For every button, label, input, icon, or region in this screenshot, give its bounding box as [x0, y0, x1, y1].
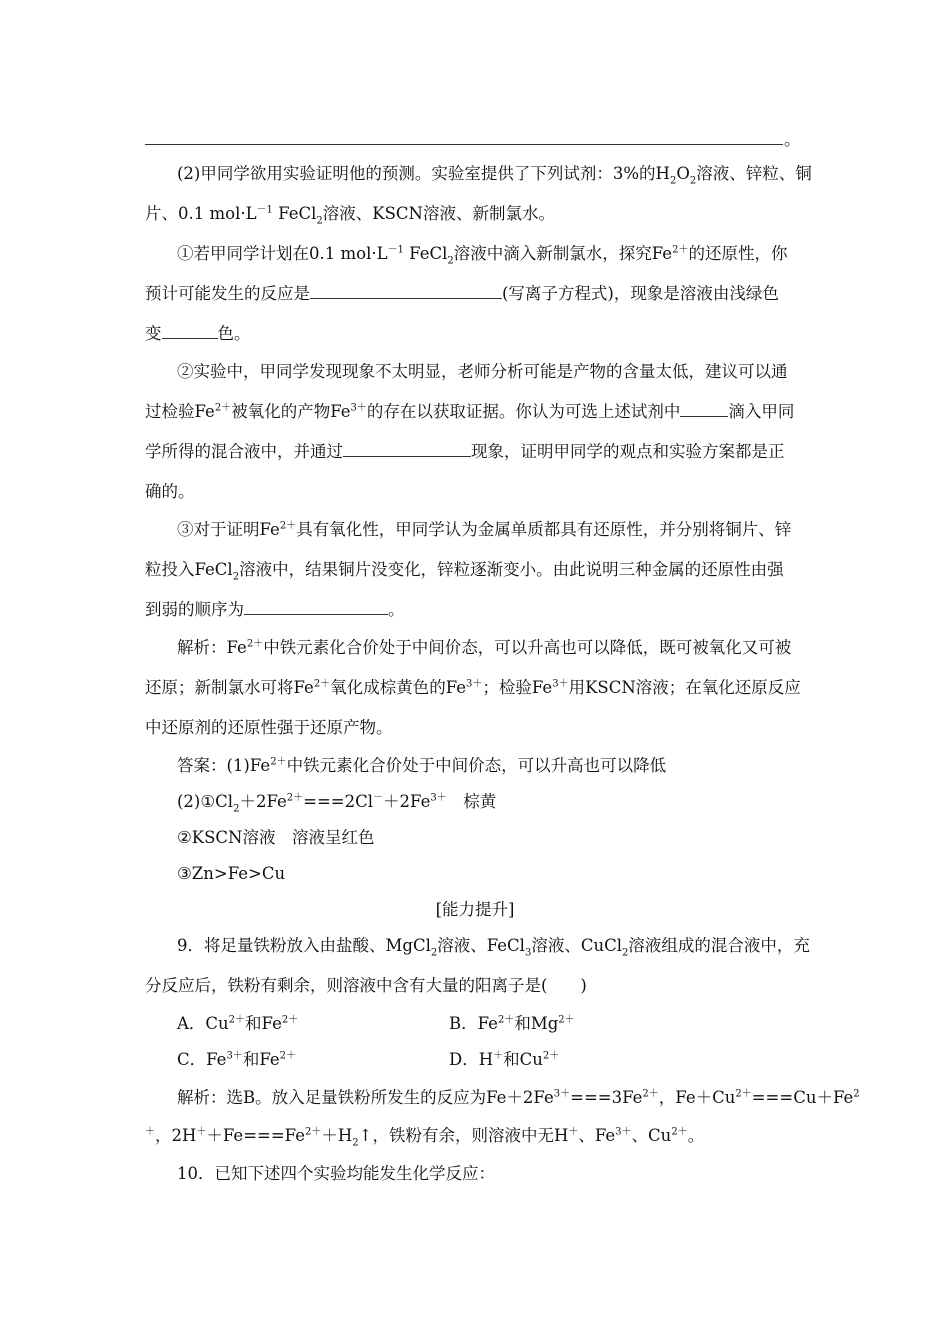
blank-color[interactable]: [162, 322, 218, 339]
q8-answer-line2: $(2)①Cl_2+2Fe^{2+}===2Cl^-+2Fe^{3+}$ 棕黄: [177, 792, 497, 815]
q9-option-a[interactable]: A．$Cu^{2+}$和$Fe^{2+}$: [177, 1014, 299, 1033]
q8-sub3-line3: 到弱的顺序为 。: [145, 600, 405, 619]
q9-analysis-line2: ＋，$2H^++Fe===Fe^{2+}+H_2↑$，铁粉有余，则溶液中无H＋、$Fe^{3+}$、$Cu^{2+}$。: [145, 1126, 705, 1149]
q8-part2-line2: 片、0.1 $mol\cdot L^{-1}$ FeCl$_2$溶液、KSCN溶液、新制氯水。: [145, 204, 555, 227]
q8-sub1-line1: ①若甲同学计划在0.1 $mol\cdot L^{-1}$ FeCl$_2$溶液中滴入新制氯水，探究$Fe^{2+}$的还原性，你: [177, 244, 788, 267]
q9-analysis-line1: 解析：选B。放入足量铁粉所发生的反应为$Fe+2Fe^{3+}===3Fe^{2+}$，$Fe+Cu^{2+}===Cu+Fe^2$: [177, 1088, 860, 1107]
q8-part2-line1: (2)甲同学欲用实验证明他的预测。实验室提供了下列试剂：3%的$H_2O_2$溶液、锌粒、铜: [177, 164, 812, 187]
q9-stem-line1: 9．将足量铁粉放入由盐酸、MgCl$_2$溶液、FeCl$_3$溶液、CuCl$_2$溶液组成的混合液中，充: [177, 936, 810, 959]
period: 。: [784, 130, 801, 149]
blank-ionic-equation[interactable]: [310, 282, 502, 299]
q8-analysis-line2: 还原；新制氯水可将$Fe^{2+}$氧化成棕黄色的$Fe^{3+}$；检验$Fe^{3+}$用KSCN溶液；在氧化还原反应: [145, 678, 801, 697]
blank-phenomenon[interactable]: [343, 440, 471, 457]
q8-analysis-line1: 解析：$Fe^{2+}$中铁元素化合价处于中间价态，可以升高也可以降低，既可被氧化又可被: [177, 638, 792, 657]
q8-answer-line3: ②KSCN溶液 溶液呈红色: [177, 828, 375, 847]
q8-sub2-line1: ②实验中，甲同学发现现象不太明显，老师分析可能是产物的含量太低，建议可以通: [177, 362, 788, 381]
q8-sub2-line3: 学所得的混合液中，并通过 现象，证明甲同学的观点和实验方案都是正: [145, 442, 785, 461]
q8-sub2-line4: 确的。: [145, 482, 195, 501]
q8-sub1-line2: 预计可能发生的反应是 (写离子方程式)，现象是溶液由浅绿色: [145, 284, 779, 303]
q8-sub3-line1: ③对于证明$Fe^{2+}$具有氧化性，甲同学认为金属单质都具有还原性，并分别将铜片、锌: [177, 520, 792, 539]
q8-analysis-line3: 中还原剂的还原性强于还原产物。: [145, 718, 393, 737]
section-title: [能力提升]: [435, 900, 515, 919]
q10-stem: 10．已知下述四个实验均能发生化学反应：: [177, 1164, 495, 1183]
q8-answer-line1: 答案：$(1)Fe^{2+}$中铁元素化合价处于中间价态，可以升高也可以降低: [177, 756, 667, 775]
q9-option-b[interactable]: B．$Fe^{2+}$和$Mg^{2+}$: [449, 1014, 575, 1033]
blank[interactable]: [145, 128, 783, 145]
blank-order[interactable]: [244, 598, 388, 615]
q8-sub2-line2: 过检验$Fe^{2+}$被氧化的产物$Fe^{3+}$的存在以获取证据。你认为可选上述试剂中 滴入甲同: [145, 402, 795, 421]
q8-sub1-line3: 变 色。: [145, 324, 251, 343]
q8-answer-line4: ③Zn>Fe>Cu: [177, 864, 286, 883]
q9-option-c[interactable]: C．$Fe^{3+}$和$Fe^{2+}$: [177, 1050, 296, 1069]
q9-option-d[interactable]: D．H＋和$Cu^{2+}$: [449, 1050, 560, 1069]
q9-stem-line2: 分反应后，铁粉有剩余，则溶液中含有大量的阳离子是( ): [145, 976, 587, 995]
blank-reagent[interactable]: [680, 400, 728, 417]
q8-sub3-line2: 粒投入FeCl$_2$溶液中，结果铜片没变化，锌粒逐渐变小。由此说明三种金属的还原性由强: [145, 560, 784, 583]
